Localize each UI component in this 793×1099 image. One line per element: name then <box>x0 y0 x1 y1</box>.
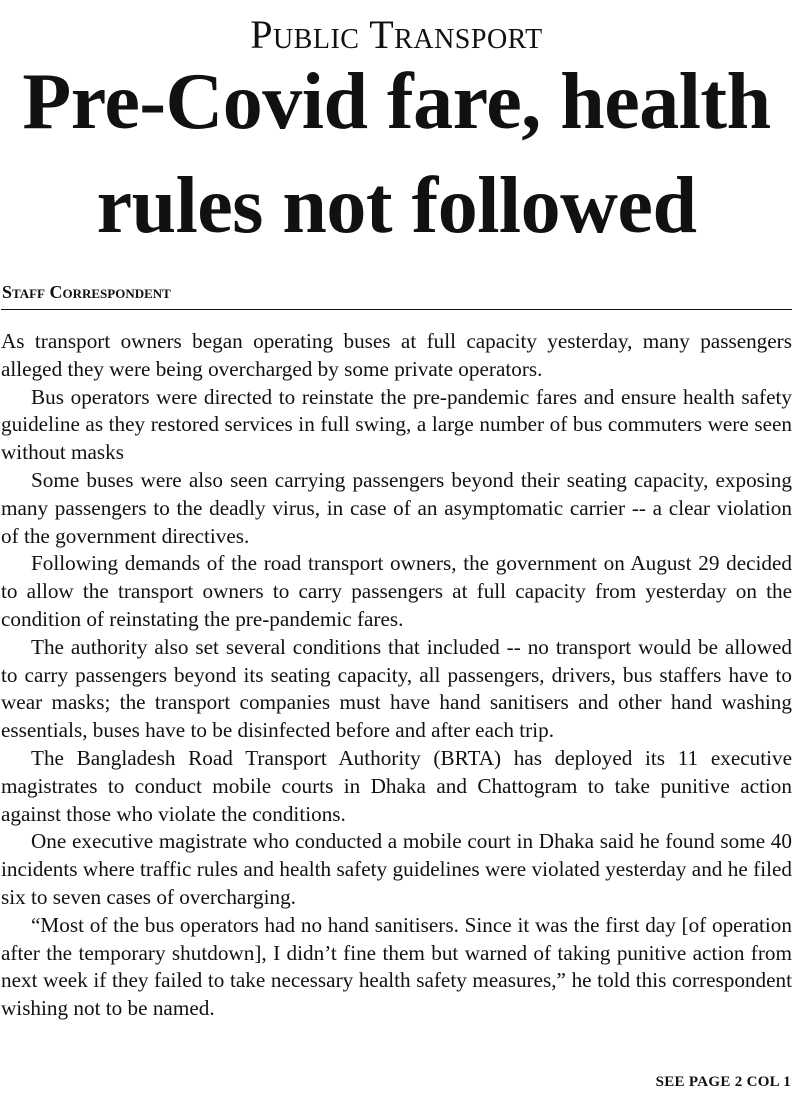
paragraph: Following demands of the road transport owners, the government on August 29 decided to allow the transport owners to carry passengers at full capacity from yesterday on the condition of reinstating the pre-pandemic fares. <box>1 551 792 631</box>
paragraph: One executive magistrate who conducted a mobile court in Dhaka said he found some 40 incidents where traffic rules and health safety guidelines were violated yesterday and he filed six to seven cases of overcharging. <box>1 829 792 909</box>
section-kicker: Public Transport <box>250 12 543 57</box>
article-body <box>1 328 792 1023</box>
paragraph: As transport owners began operating buses at full capacity yesterday, many passengers alleged they were being overcharged by some private operators. <box>1 329 792 381</box>
byline: Staff Correspondent <box>1 282 792 310</box>
paragraph: Bus operators were directed to reinstate the pre-pandemic fares and ensure health safety guideline as they restored services in full swing, a large number of bus commuters were seen without masks <box>1 384 792 465</box>
paragraph: The authority also set several conditions that included -- no transport would be allowed to carry passengers beyond its seating capacity, all passengers, drivers, bus staffers have to wear masks; the transport companies must have hand sanitisers and other hand washing essentials, buses have to be disinfected before and after each trip. <box>1 634 792 743</box>
continuation-jump-line: SEE PAGE 2 COL 1 <box>655 1074 791 1090</box>
paragraph: The Bangladesh Road Transport Authority (BRTA) has deployed its 11 executive magistrates to conduct mobile courts in Dhaka and Chattogram to take punitive action against those who violate the conditions. <box>1 745 792 826</box>
paragraph: Some buses were also seen carrying passengers beyond their seating capacity, exposing many passengers to the deadly virus, in case of an asymptomatic carrier -- a clear violation of the government directives. <box>1 467 792 548</box>
headline: Pre-Covid fare, health rules not followed <box>22 58 771 250</box>
paragraph: “Most of the bus operators had no hand sanitisers. Since it was the first day [of operation after the temporary shutdown], I didn’t fine them but warned of taking punitive action from next week if they failed to take necessary health safety measures,” he told this correspondent wishing not to be named. <box>1 912 792 1021</box>
